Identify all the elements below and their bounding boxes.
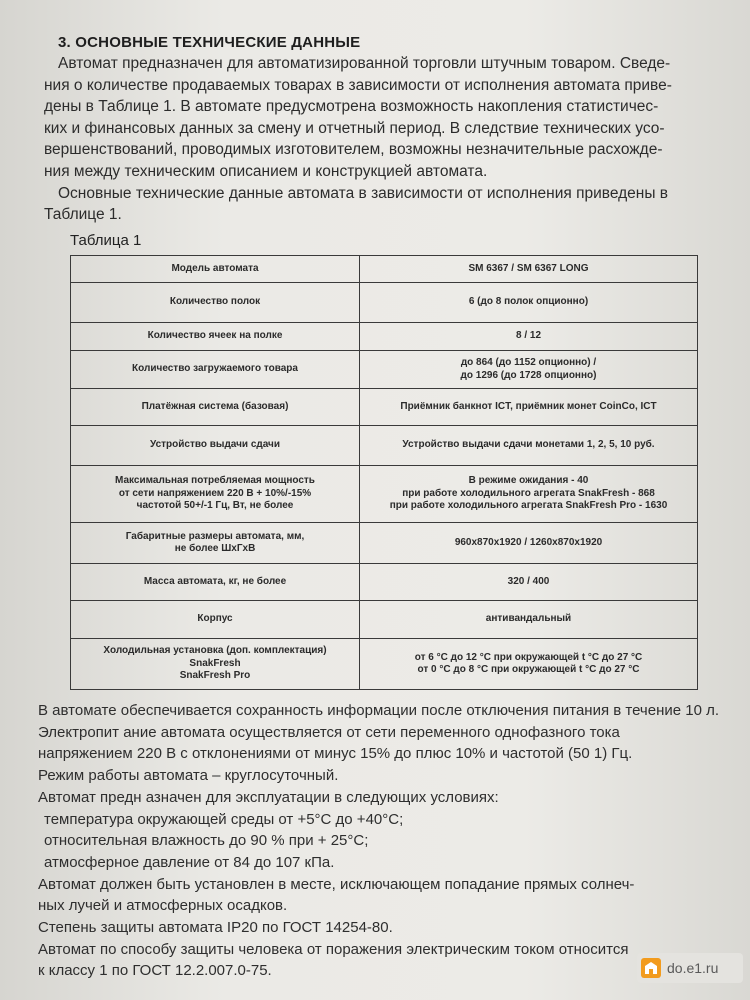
intro-line: ких и финансовых данных за смену и отчетный период. В следствие технических усо- <box>44 119 665 137</box>
text-line: к классу 1 по ГОСТ 12.2.007.0-75. <box>38 962 272 980</box>
value-cell: 8 / 12 <box>360 323 698 351</box>
intro-line: ния о количестве продаваемых товарах в зависимости от исполнения автомата приве- <box>44 76 672 94</box>
table-row <box>71 639 698 690</box>
table-caption: Таблица 1 <box>70 232 142 249</box>
param-cell: Масса автомата, кг, не более <box>71 564 360 601</box>
intro-line: Автомат предназначен для автоматизированной торговли штучным товаром. Сведе- <box>58 55 671 72</box>
text-line: относительная влажность до 90 % при + 25°С; <box>44 832 369 850</box>
text-line: Автомат предн азначен для эксплуатации в следующих условиях: <box>38 788 499 806</box>
table-row <box>71 523 698 564</box>
param-cell: Количество загружаемого товара <box>71 351 360 389</box>
value-cell: от 6 °С до 12 °С при окружающей t °С до 27 °С от 0 °С до 8 °С при окружающей t °С до 27 °С <box>360 639 698 690</box>
param-cell: Модель автомата <box>71 256 360 283</box>
param-cell: Корпус <box>71 601 360 639</box>
specs-table <box>70 255 698 690</box>
watermark-text: do.e1.ru <box>667 960 719 976</box>
value-cell: В режиме ожидания - 40 при работе холодильного агрегата SnakFresh - 868 при работе холодильного агрегата SnakFresh Pro - 1630 <box>360 466 698 523</box>
table-row <box>71 323 698 351</box>
text-line: В автомате обеспечивается сохранность информации после отключения питания в течение 10 л. <box>38 702 720 719</box>
section-heading: 3. ОСНОВНЫЕ ТЕХНИЧЕСКИЕ ДАННЫЕ <box>58 34 361 51</box>
intro-line: Таблице 1. <box>44 206 122 224</box>
intro-line: вершенствований, проводимых изготовителем, возможны незначительные расхожде- <box>44 141 663 159</box>
intro-line: ния между техническим описанием и конструкцией автомата. <box>44 162 488 180</box>
text-line: ных лучей и атмосферных осадков. <box>38 897 288 915</box>
house-logo-icon <box>641 958 661 978</box>
param-cell: Количество полок <box>71 283 360 323</box>
value-cell: до 864 (до 1152 опционно) / до 1296 (до 1728 опционно) <box>360 351 698 389</box>
table-row <box>71 351 698 389</box>
text-line: температура окружающей среды от +5°С до +40°С; <box>44 810 404 828</box>
text-line: напряжением 220 В с отклонениями от минус 15% до плюс 10% и частотой (50 1) Гц. <box>38 745 633 763</box>
value-cell: SM 6367 / SM 6367 LONG <box>360 256 698 283</box>
conditions-text <box>38 700 718 982</box>
value-cell: 960x870x1920 / 1260x870x1920 <box>360 523 698 564</box>
value-cell: Приёмник банкнот ICT, приёмник монет CoinCo, ICT <box>360 389 698 426</box>
text-line: Автомат по способу защиты человека от поражения электрическим током относится <box>38 940 629 958</box>
value-cell: 6 (до 8 полок опционно) <box>360 283 698 323</box>
table-row <box>71 564 698 601</box>
text-line: Степень защиты автомата IP20 по ГОСТ 14254-80. <box>38 919 393 937</box>
table-row <box>71 601 698 639</box>
param-cell: Габаритные размеры автомата, мм, не более ШхГхВ <box>71 523 360 564</box>
param-cell: Максимальная потребляемая мощность от сети напряжением 220 В + 10%/-15% частотой 50+/-1 Гц, Вт, не более <box>71 466 360 523</box>
table-row <box>71 389 698 426</box>
table-row <box>71 426 698 466</box>
value-cell: Устройство выдачи сдачи монетами 1, 2, 5, 10 руб. <box>360 426 698 466</box>
value-cell: антивандальный <box>360 601 698 639</box>
table-row <box>71 466 698 523</box>
intro-line: дены в Таблице 1. В автомате предусмотрена возможность накопления статистичес- <box>44 98 659 116</box>
watermark-badge <box>637 953 743 983</box>
table-row <box>71 256 698 283</box>
text-line: Автомат должен быть установлен в месте, исключающем попадание прямых солнеч- <box>38 875 635 893</box>
text-line: Электропит ание автомата осуществляется от сети переменного однофазного тока <box>38 723 620 741</box>
param-cell: Холодильная установка (доп. комплектация) SnakFresh SnakFresh Pro <box>71 639 360 690</box>
value-cell: 320 / 400 <box>360 564 698 601</box>
param-cell: Платёжная система (базовая) <box>71 389 360 426</box>
intro-paragraph <box>44 53 694 226</box>
text-line: Режим работы автомата – круглосуточный. <box>38 767 339 785</box>
param-cell: Устройство выдачи сдачи <box>71 426 360 466</box>
table-row <box>71 283 698 323</box>
text-line: атмосферное давление от 84 до 107 кПа. <box>44 853 335 871</box>
intro-line: Основные технические данные автомата в зависимости от исполнения приведены в <box>58 184 669 202</box>
param-cell: Количество ячеек на полке <box>71 323 360 351</box>
